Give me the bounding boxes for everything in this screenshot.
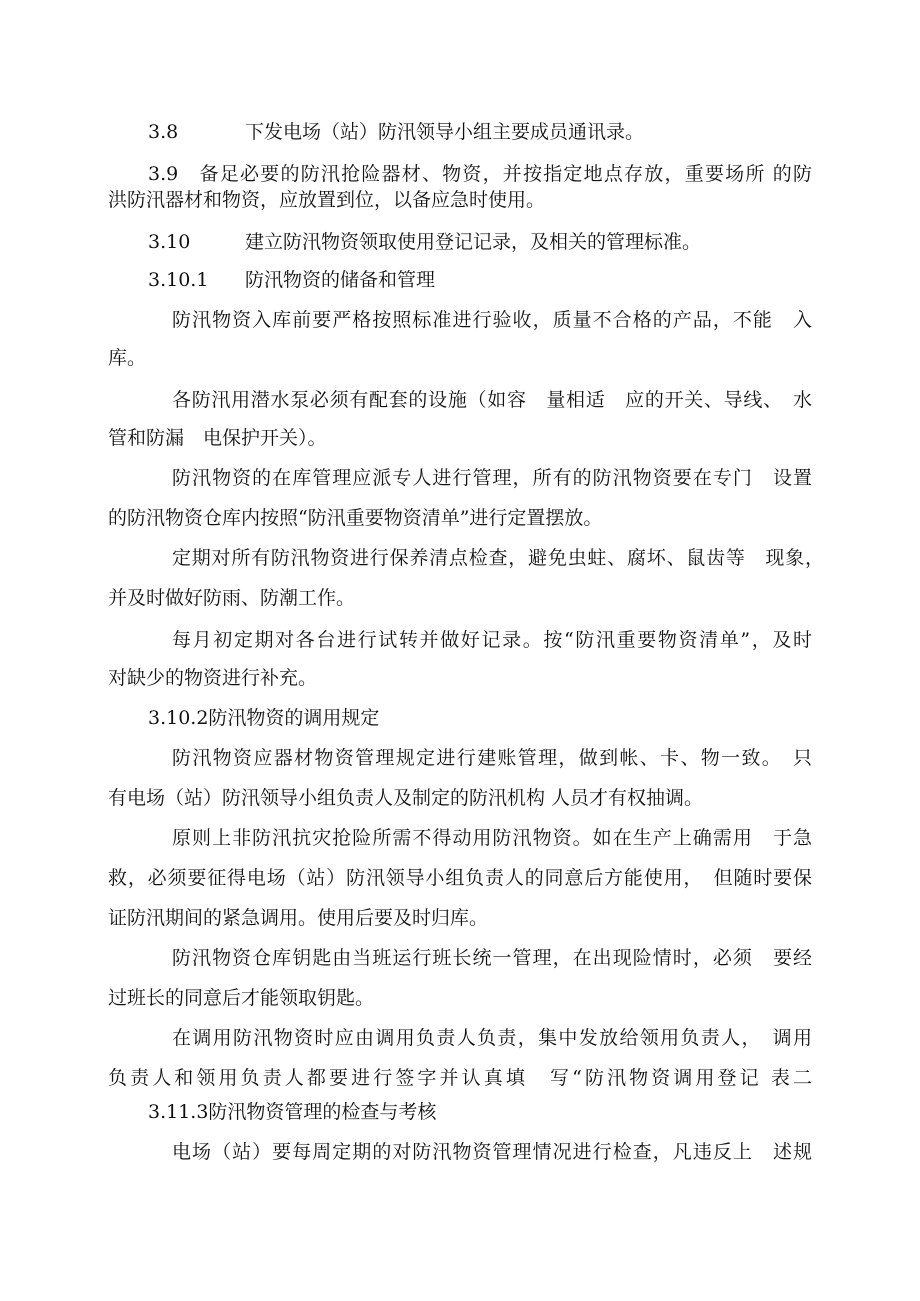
clause-number: 3.8 [148,121,179,143]
clause-3-8 [148,120,644,144]
paragraph-line: 每月初定期对各台进行试转并做好记录。按“防汛重要物资清单”，及时 [172,629,812,651]
paragraph-line: 救，必须要征得电场（站）防汛领导小组负责人的同意后方能使用， 但随时要保 [108,867,812,889]
paragraph-line: 的防汛物资仓库内按照“防汛重要物资清单”进行定置摆放。 [108,507,603,529]
paragraph-line: 管和防漏 电保护开关）。 [108,427,327,449]
paragraph-line: 过班长的同意后才能领取钥匙。 [108,987,375,1009]
paragraph-line: 对缺少的物资进行补充。 [108,667,318,689]
paragraph-line: 电场（站）要每周定期的对防汛物资管理情况进行检查，凡违反上 述规 [172,1141,812,1163]
clause-number: 3.10 [148,231,191,253]
paragraph-line: 防汛物资的在库管理应派专人进行管理，所有的防汛物资要在专门 设置 [172,467,812,489]
clause-3-10-1-heading [148,268,435,292]
paragraph-line: 原则上非防汛抗灾抢险所需不得动用防汛物资。如在生产上确需用 于急 [172,827,812,849]
clause-3-10-2-heading: 3.10.2防汛物资的调用规定 [148,707,380,729]
clause-3-9-line-1: 3.9 备足必要的防汛抢险器材、物资，并按指定地点存放，重要场所 的防 [148,163,812,185]
clause-text: 防汛物资的储备和管理 [245,269,436,291]
paragraph-line: 防汛物资应器材物资管理规定进行建账管理，做到帐、卡、物一致。 只 [172,747,812,769]
paragraph-line: 防汛物资入库前要严格按照标准进行验收，质量不合格的产品，不能 入 [172,309,812,331]
paragraph-line: 有电场（站）防汛领导小组负责人及制定的防汛机构 人员才有权抽调。 [108,787,704,809]
paragraph-line: 在调用防汛物资时应由调用负责人负责，集中发放给领用负责人， 调用 [172,1027,812,1049]
paragraph-line: 各防汛用潜水泵必须有配套的设施（如容 量相适 应的开关、导线、 水 [172,389,812,411]
clause-text: 建立防汛物资领取使用登记记录，及相关的管理标准。 [245,231,702,253]
paragraph-line: 并及时做好防雨、防潮工作。 [108,587,356,609]
paragraph-line: 防汛物资仓库钥匙由当班运行班长统一管理，在出现险情时，必须 要经 [172,947,812,969]
paragraph-line: 负责人和领用负责人都要进行签字并认真填 写“防汛物资调用登记 表二 [108,1067,812,1089]
clause-text: 下发电场（站）防汛领导小组主要成员通讯录。 [245,121,645,143]
clause-3-9-line-2: 洪防汛器材和物资，应放置到位，以备应急时使用。 [108,189,546,211]
clause-number: 3.10.1 [148,269,209,291]
paragraph-line: 库。 [108,347,147,369]
paragraph-line: 定期对所有防汛物资进行保养清点检查，避免虫蛀、腐坏、鼠齿等 现象， [172,547,824,569]
clause-3-10 [148,230,701,254]
paragraph-line: 证防汛期间的紧急调用。使用后要及时归库。 [108,907,489,929]
clause-3-11-3-heading: 3.11.3防汛物资管理的检查与考核 [148,1101,437,1123]
